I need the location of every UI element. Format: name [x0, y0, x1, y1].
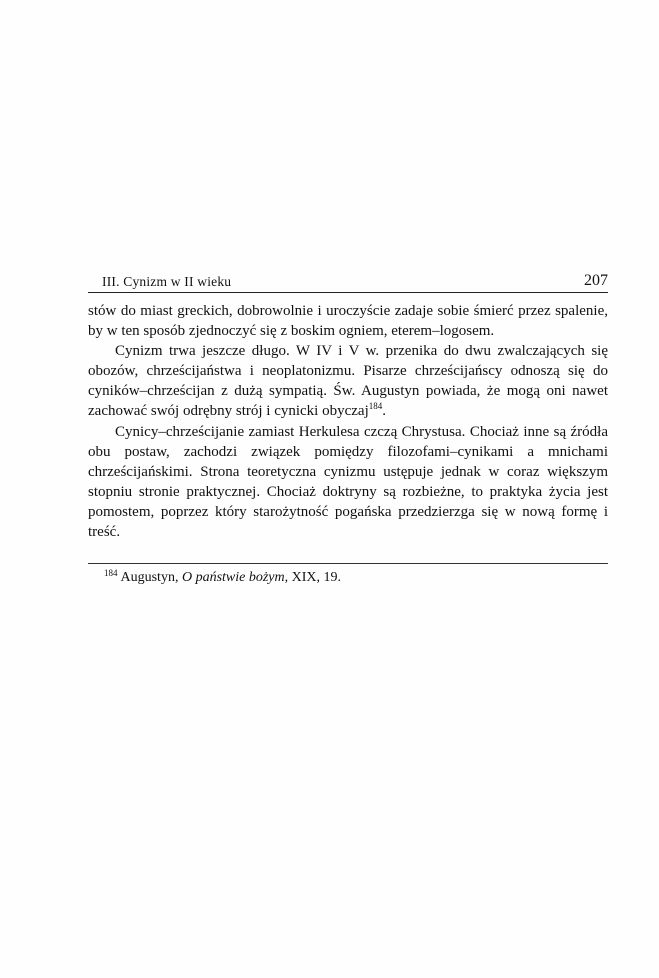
header-rule: [88, 292, 608, 293]
paragraph: stów do miast greckich, dobrowolnie i uroczyście zadaje sobie śmierć przez spalenie, by w ten sposób zjednoczyć się z boskim ogniem, eterem–logosem.: [88, 303, 608, 340]
paragraph: [88, 341, 608, 421]
footnote: [104, 569, 608, 587]
footnote-rule: [88, 563, 608, 564]
main-text: [88, 301, 608, 542]
running-header: [88, 272, 608, 292]
footnote-reference[interactable]: 184: [368, 401, 383, 412]
footnote-number: 184: [104, 568, 118, 578]
footnote-title: O państwie bożym: [181, 570, 285, 585]
paragraph: Cynicy–chrześcijanie zamiast Herkulesa czczą Chrystusa. Chociaż inne są źródła obu postaw, zachodzi związek pomiędzy filozofami–cynikami a mnichami chrześcijańskimi. Strona teoretyczna cynizmu ustępuje jednak w coraz większym stopniu stronie praktycznej. Chociaż doktryny są rozbieżne, to praktyka życia jest pomostem, poprzez który starożytność pogańska przedzierzga się w nową formę i treść.: [88, 423, 608, 541]
page-number: 207: [584, 272, 608, 289]
running-title: III. Cynizm w II wieku: [102, 274, 232, 289]
footnote-author: Augustyn,: [120, 570, 179, 585]
paragraph-text-end: .: [382, 403, 386, 420]
paragraph-text: Cynizm trwa jeszcze długo. W IV i V w. przenika do dwu zwalczających się obozów, chrześcijaństwa i neoplatonizmu. Pisarze chrześcijańscy odnoszą się do cyników–chrześcijan z dużą sympatią. Św. Augustyn powiada, że mogą oni nawet zachować swój odrębny strój i cynicki obyczaj: [88, 343, 608, 420]
footnote-reference-detail: , XIX, 19.: [284, 570, 342, 585]
